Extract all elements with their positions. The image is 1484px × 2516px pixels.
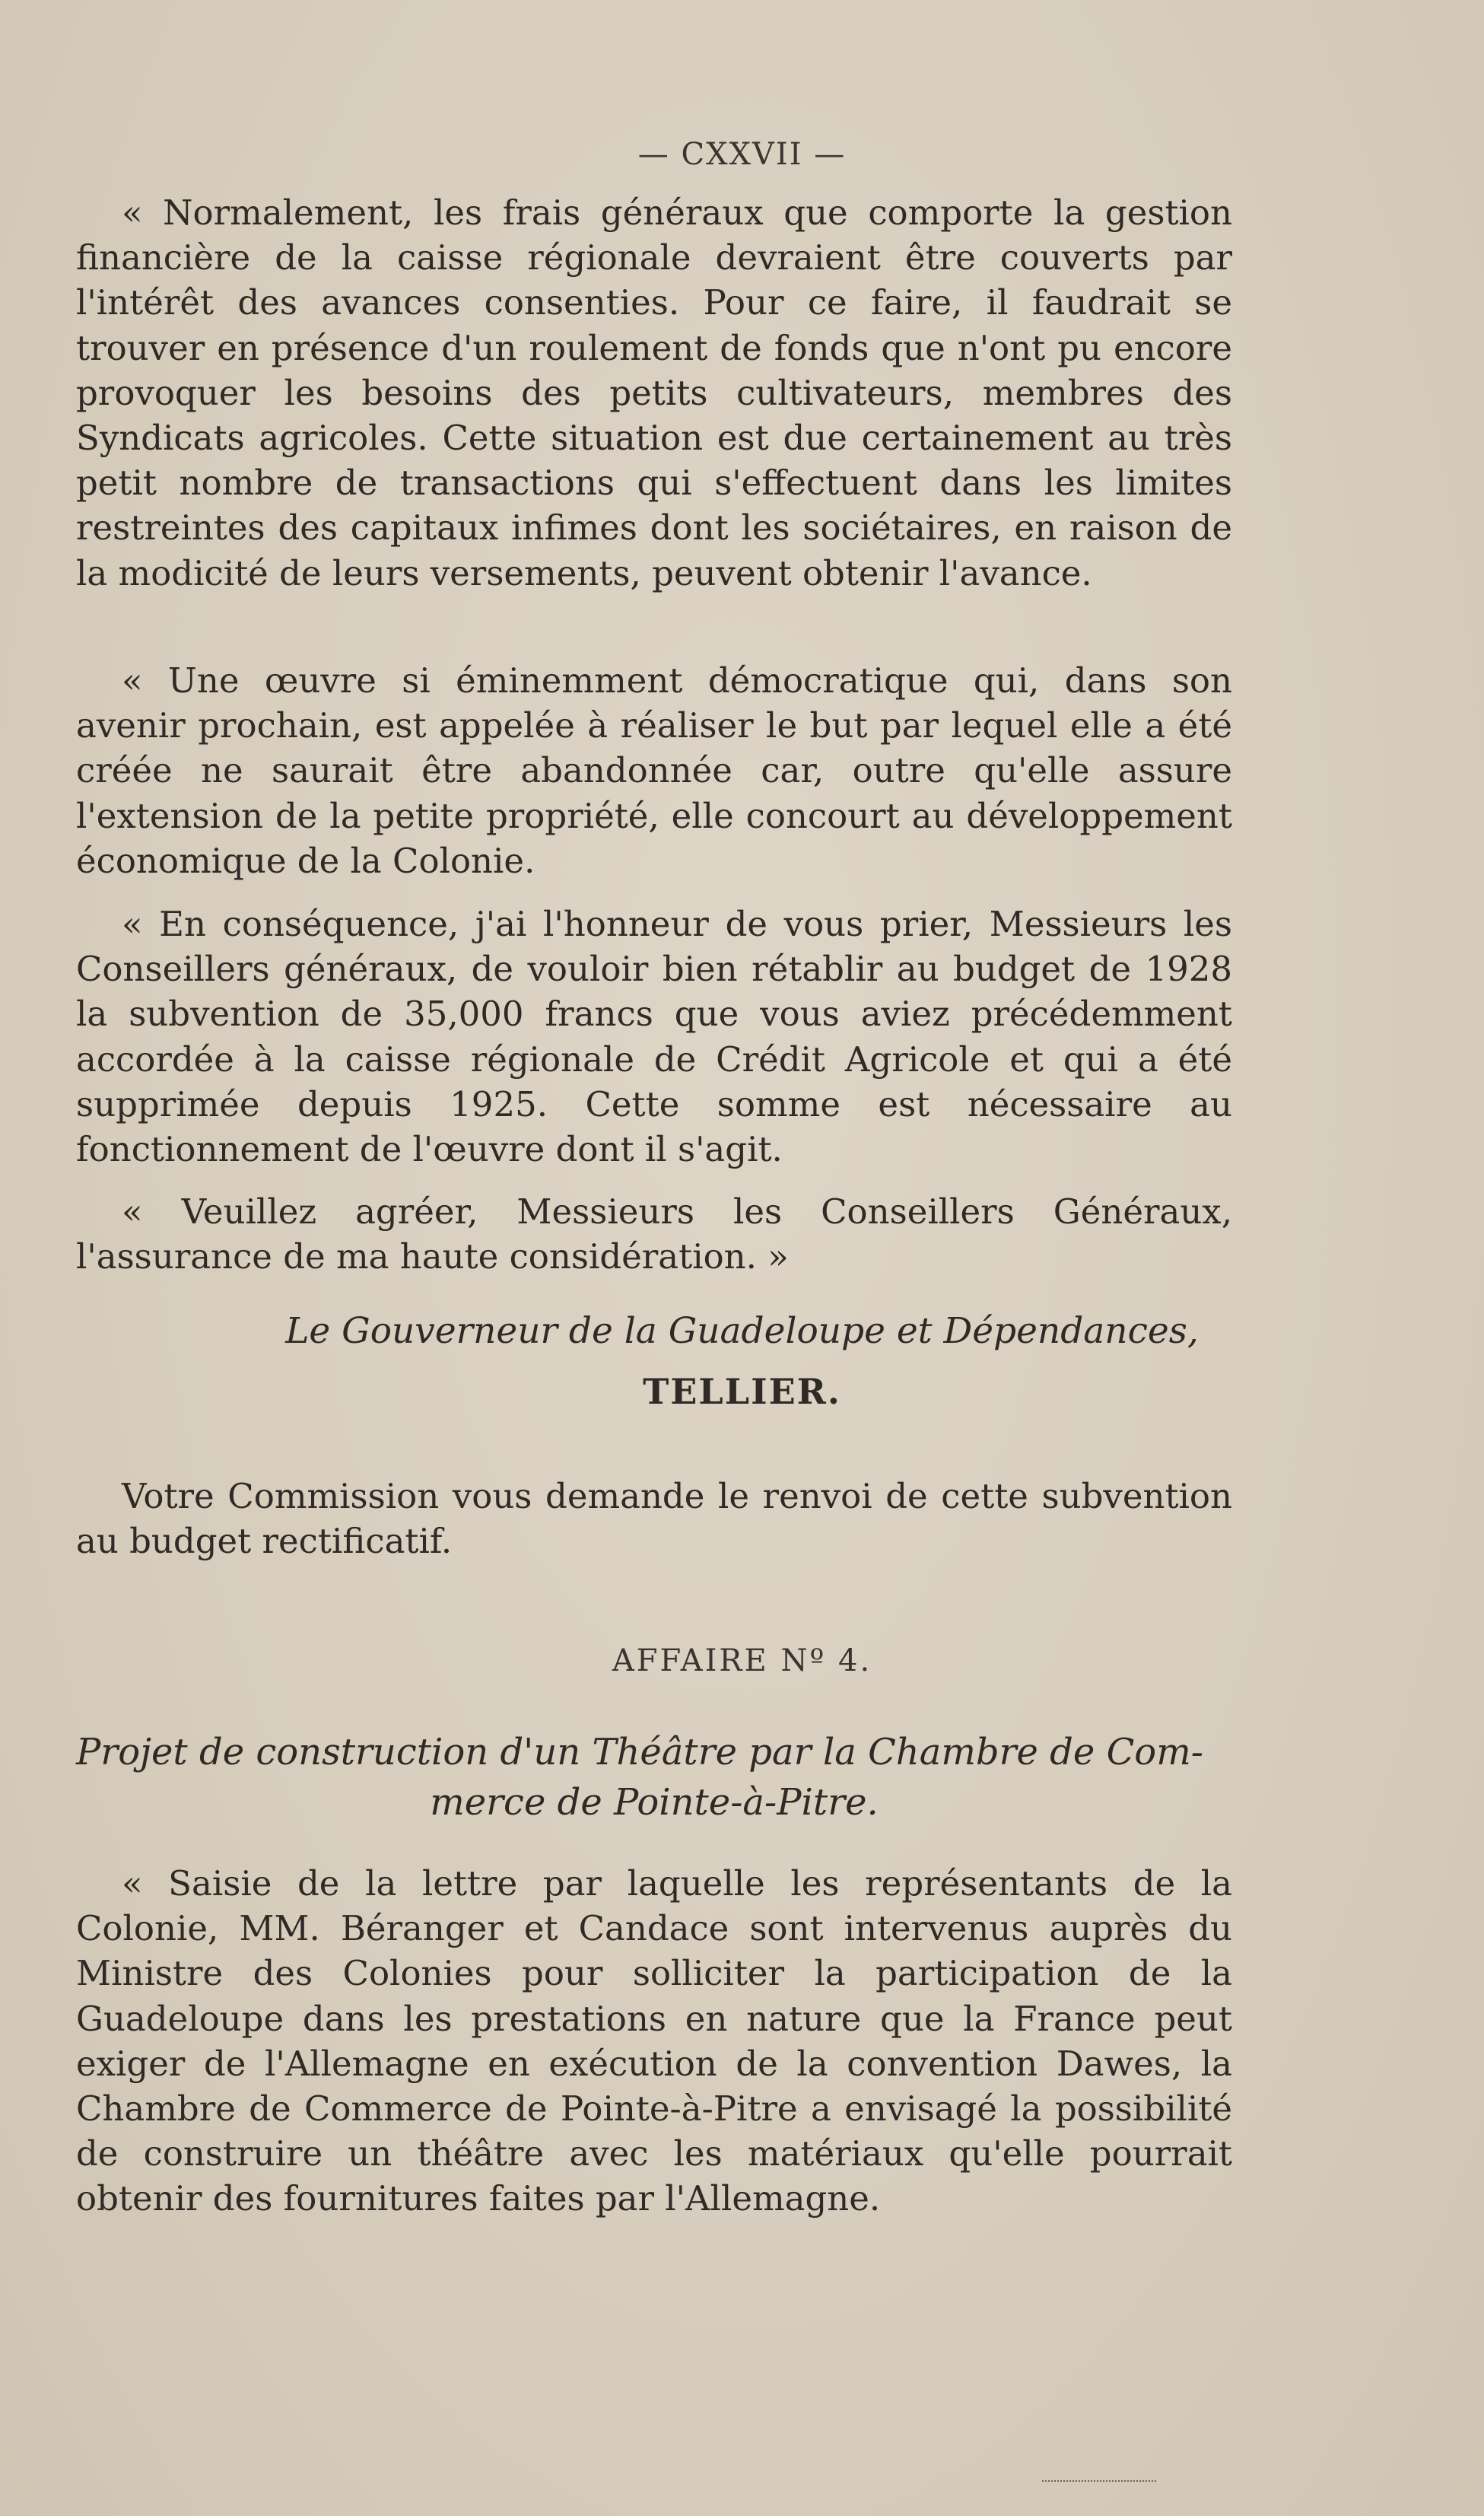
section-label: AFFAIRE Nº 4. bbox=[612, 1643, 872, 1678]
paragraph-theatre: « Saisie de la lettre par laquelle les représentants de la Colonie, MM. Béranger et Candace sont intervenus auprès du Ministre des Colonies pour solliciter la participation de la Guadeloupe dans les prestations en nature que la France peut exiger de l'Allemagne en exécution de la convention Dawes, la Chambre de Commerce de Pointe-à-Pitre a envisagé la possibilité de construire un théâtre avec les matériaux qu'elle pourrait obtenir des fournitures faites par l'Allemagne. bbox=[76, 1863, 1232, 2219]
ink-smudge bbox=[1042, 2480, 1156, 2486]
paragraph-closing: « Veuillez agréer, Messieurs les Conseillers Généraux, l'assurance de ma haute considération. » bbox=[76, 1191, 1232, 1277]
paragraph-subvention: « En conséquence, j'ai l'honneur de vous prier, Messieurs les Conseillers généraux, de vouloir bien rétablir au budget de 1928 la subvention de 35,000 francs que vous aviez précédemment accordée à la caisse régionale de Crédit Agricole et qui a été supprimée depuis 1925. Cette somme est nécessaire au fonctionnement de l'œuvre dont il s'agit. bbox=[76, 904, 1232, 1170]
section-title bbox=[76, 1727, 1232, 1827]
paragraph-oeuvre: « Une œuvre si éminemment démocratique qui, dans son avenir prochain, est appelée à réaliser le but par lequel elle a été créée ne saurait être abandonnée car, outre qu'elle assure l'extension de la petite propriété, elle concourt au développement économique de la Colonie. bbox=[76, 660, 1232, 881]
signature-title: Le Gouverneur de la Guadeloupe et Dépendances, bbox=[285, 1310, 1199, 1352]
paragraph-commission: Votre Commission vous demande le renvoi de cette subvention au budget rectificatif. bbox=[76, 1476, 1232, 1562]
paragraph-finances: « Normalement, les frais généraux que comporte la gestion financière de la caisse régionale devraient être couverts par l'intérêt des avances consenties. Pour ce faire, il faudrait se trouver en présence d'un roulement de fonds que n'ont pu encore provoquer les besoins des petits cultivateurs, membres des Syndicats agricoles. Cette situation est due certainement au très petit nombre de transactions qui s'effectuent dans les limites restreintes des capitaux infimes dont les sociétaires, en raison de la modicité de leurs versements, peuvent obtenir l'avance. bbox=[76, 192, 1232, 593]
page-number-header: — CXXVII — bbox=[637, 137, 847, 172]
section-title-line2: merce de Pointe-à-Pitre. bbox=[430, 1781, 879, 1824]
signature-name: TELLIER. bbox=[643, 1371, 841, 1412]
section-title-line1: Projet de construction d'un Théâtre par la Chambre de Com- bbox=[76, 1731, 1203, 1773]
